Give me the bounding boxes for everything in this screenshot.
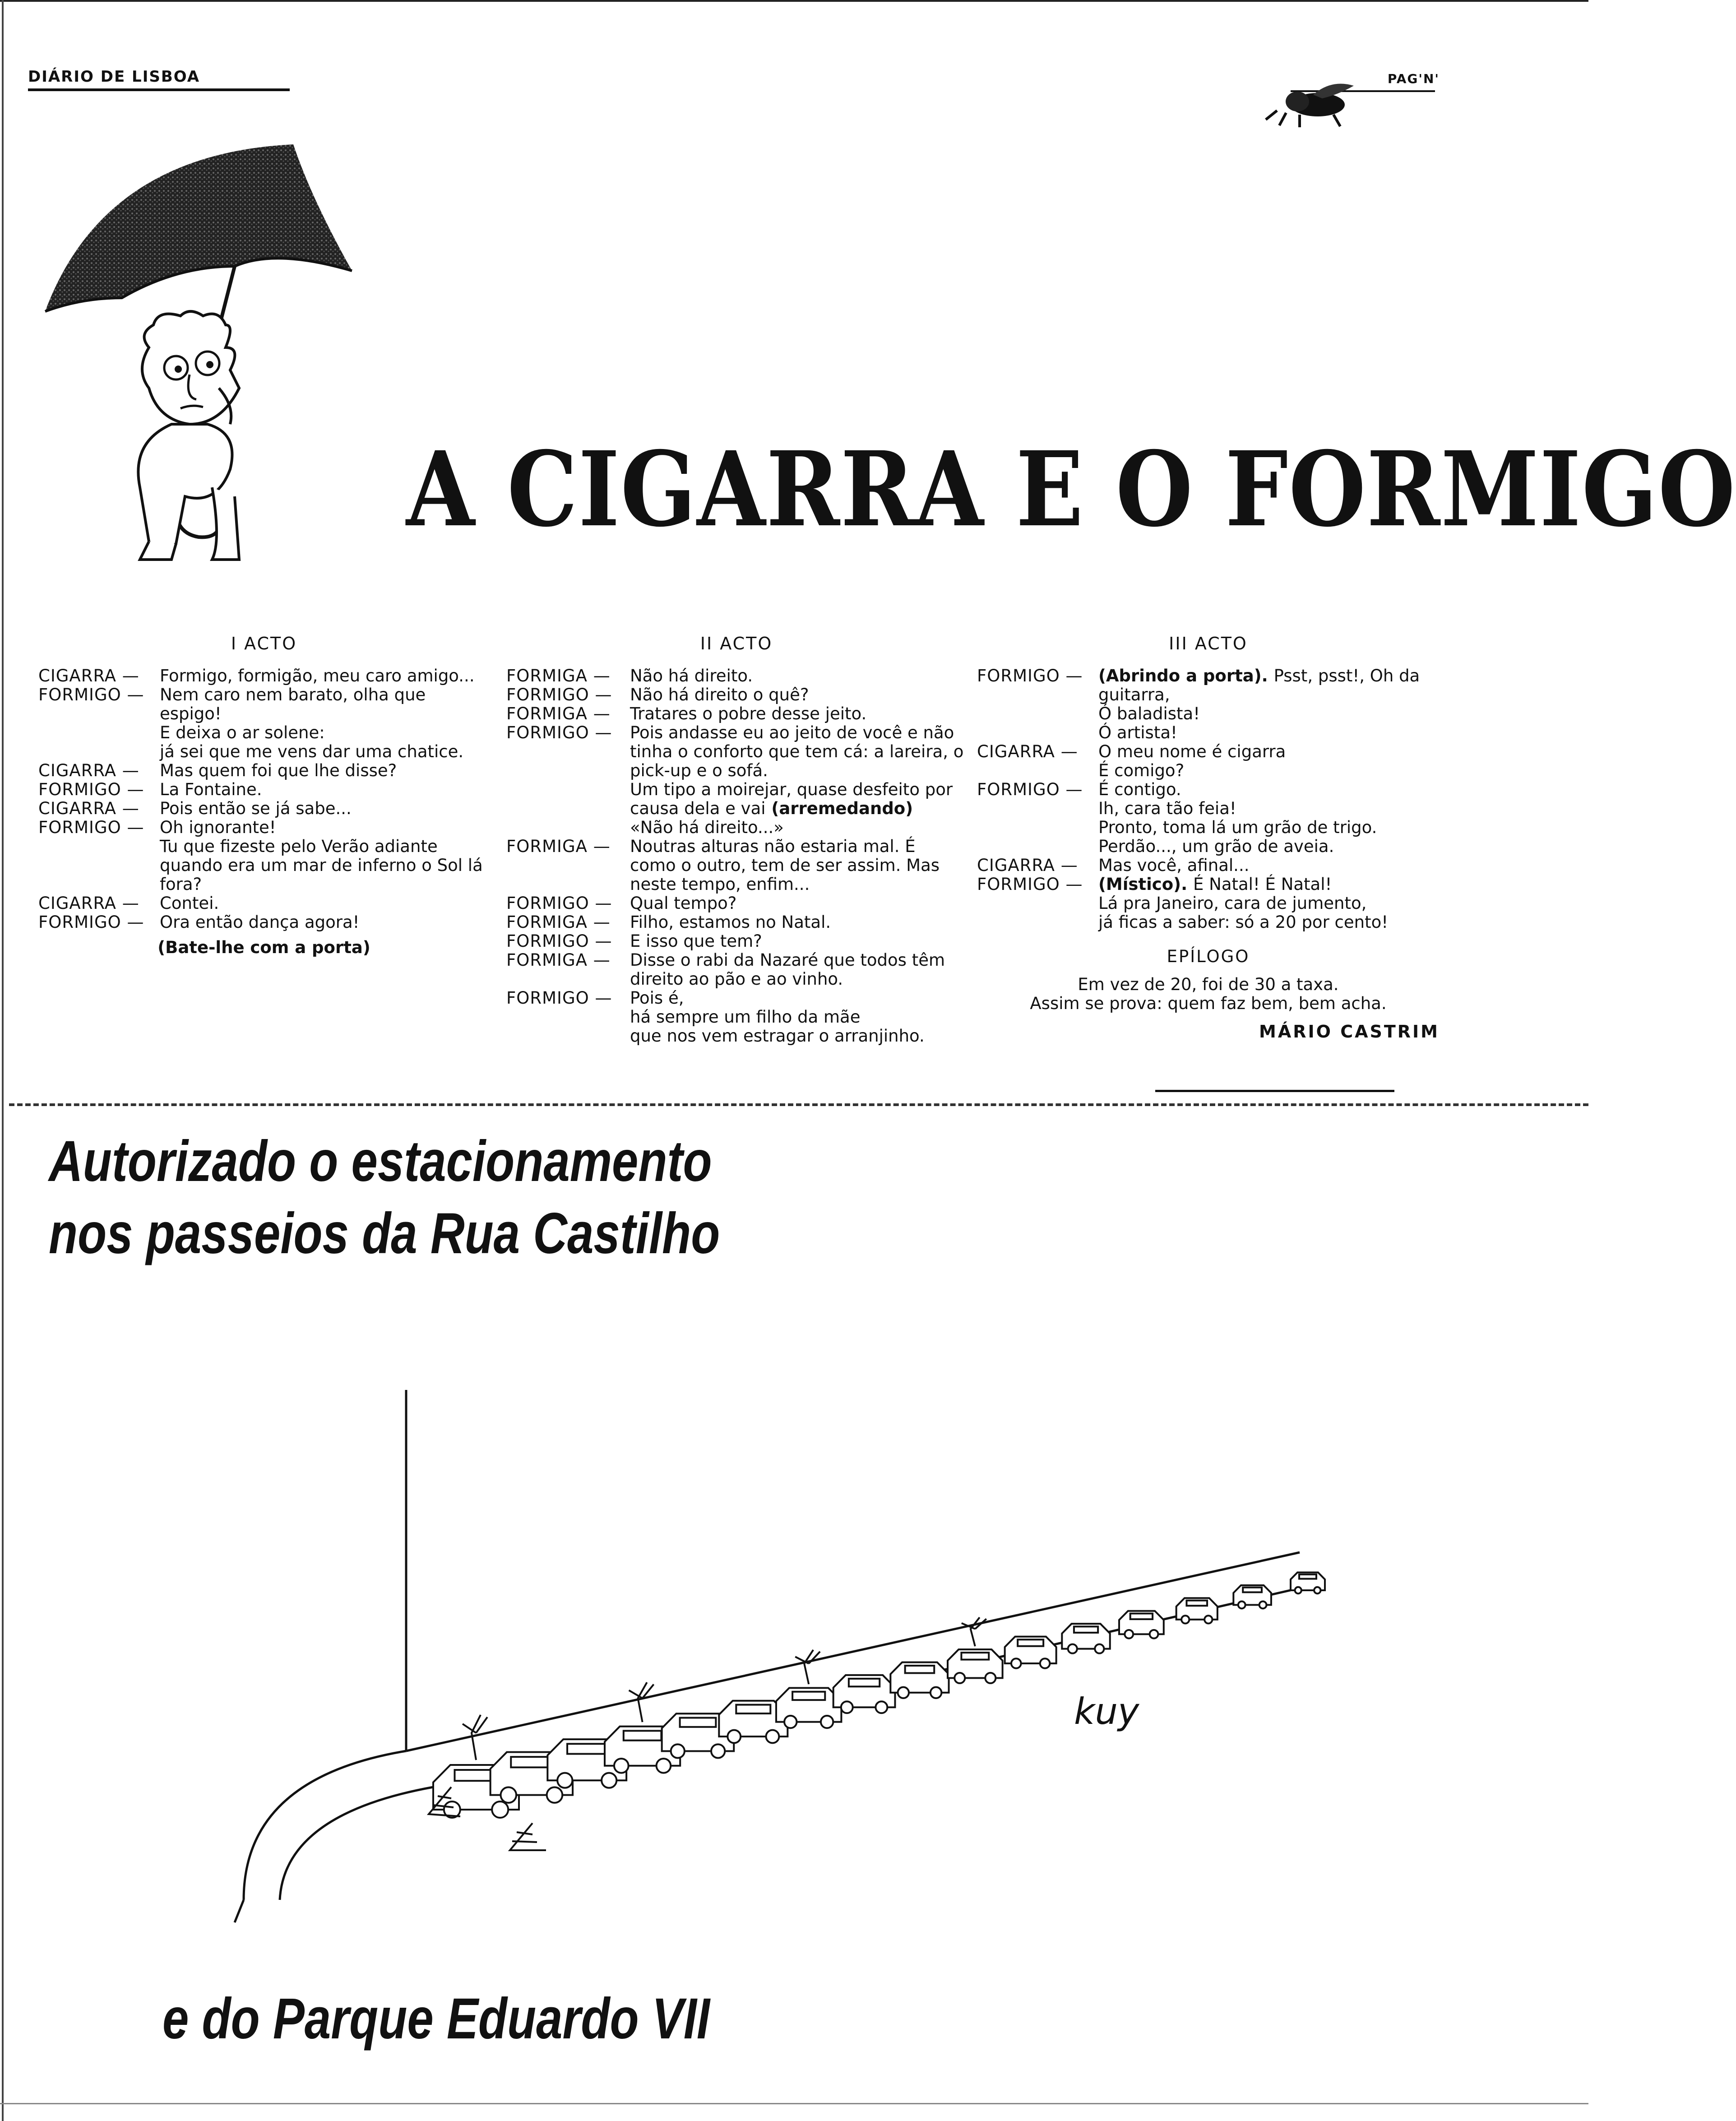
- act-3-heading: III ACTO: [1169, 634, 1248, 653]
- dialogue-line: [506, 989, 967, 1008]
- dialogue-text: que nos vem estragar o arranjinho.: [630, 1026, 925, 1046]
- dialogue-speaker: [506, 1008, 628, 1027]
- dialogue-line: [506, 932, 967, 951]
- dialogue-speaker: [506, 780, 628, 818]
- dialogue-text: Qual tempo?: [630, 894, 737, 913]
- parked-car: [1119, 1611, 1164, 1639]
- act-3-mystic-direction: (Místico).: [1098, 875, 1194, 894]
- dialogue-line: [506, 818, 967, 837]
- parked-car: [833, 1675, 895, 1713]
- parked-car: [890, 1662, 949, 1698]
- dialogue-speaker: FORMIGO —: [506, 894, 612, 913]
- dialogue-speaker: [38, 723, 158, 742]
- dialogue-text: Não há direito.: [630, 666, 753, 685]
- dialogue-speaker: [977, 913, 1097, 932]
- dialogue-text: «Não há direito...»: [630, 818, 784, 837]
- dialogue-speaker: CIGARRA —: [977, 856, 1078, 875]
- dialogue-speaker: [977, 837, 1097, 856]
- dialogue-speaker: [506, 1027, 628, 1046]
- dialogue-speaker: CIGARRA —: [38, 666, 139, 685]
- dialogue-speaker: CIGARRA —: [977, 742, 1078, 761]
- dialogue-speaker: FORMIGO —: [38, 780, 144, 799]
- dialogue-line: [977, 799, 1440, 818]
- dialogue-line: [38, 818, 490, 837]
- dialogue-line: [506, 685, 967, 704]
- author-rule: [1155, 1090, 1394, 1092]
- dialogue-text: Ih, cara tão feia!: [1098, 799, 1236, 818]
- act-1-column: [38, 634, 490, 957]
- dialogue-line: [506, 704, 967, 723]
- dialogue-text: Pois é,: [630, 988, 684, 1008]
- pedestrian-figure: [962, 1617, 986, 1646]
- dialogue-text: Perdão..., um grão de aveia.: [1098, 837, 1334, 856]
- dialogue-text: Ó baladista!: [1098, 704, 1200, 723]
- dialogue-line: [506, 951, 967, 989]
- dialogue-text: Não há direito o quê?: [630, 685, 809, 704]
- dialogue-line: [977, 780, 1440, 799]
- parked-car: [1062, 1624, 1110, 1653]
- dialogue-line: [977, 704, 1440, 723]
- dialogue-text: Mas quem foi que lhe disse?: [160, 761, 397, 780]
- dialogue-line: [506, 723, 967, 780]
- dialogue-speaker: FORMIGO —: [977, 780, 1083, 799]
- act-2-mimic-direction: (arremedando): [765, 799, 913, 818]
- dialogue-speaker: FORMIGA —: [506, 950, 611, 970]
- dialogue-text: Pronto, toma lá um grão de trigo.: [1098, 818, 1377, 837]
- dialogue-text: Lá pra Janeiro, cara de jumento,: [1098, 894, 1367, 913]
- epilogue-heading: EPÍLOGO: [1167, 947, 1250, 966]
- dialogue-line: [977, 667, 1440, 704]
- dialogue-speaker: FORMIGO —: [38, 818, 144, 837]
- dialogue-text: já sei que me vens dar uma chatice.: [160, 742, 464, 761]
- act-3-dialogue: [977, 667, 1440, 932]
- dialogue-speaker: [38, 837, 158, 894]
- dialogue-speaker: [977, 818, 1097, 837]
- dialogue-speaker: CIGARRA —: [38, 799, 139, 818]
- article-headline-line-2: nos passeios da Rua Castilho: [49, 1201, 720, 1266]
- page-border-top: [0, 0, 1588, 2]
- dialogue-speaker: FORMIGO —: [506, 988, 612, 1008]
- act-1-stage-direction: (Bate-lhe com a porta): [157, 938, 370, 957]
- poem-title: A CIGARRA E O FORMIGO: [406, 429, 1736, 550]
- dialogue-line: [506, 780, 967, 818]
- dialogue-line: [977, 894, 1440, 913]
- dialogue-line: [38, 837, 490, 894]
- parked-car: [1233, 1585, 1271, 1608]
- dialogue-speaker: FORMIGO —: [506, 723, 612, 742]
- dialogue-text: (Místico). É Natal! É Natal!: [1098, 875, 1332, 894]
- dialogue-speaker: [977, 761, 1097, 780]
- dialogue-text: Ora então dança agora!: [160, 912, 360, 932]
- dialogue-text: Filho, estamos no Natal.: [630, 912, 831, 932]
- act-2-heading: II ACTO: [700, 634, 773, 653]
- dialogue-text: Formigo, formigão, meu caro amigo...: [160, 666, 475, 685]
- pedestrian-figure: [795, 1650, 820, 1684]
- umbrella-boy-illustration: [41, 135, 356, 596]
- parked-car: [1005, 1637, 1056, 1668]
- epilogue: [977, 947, 1440, 1041]
- dialogue-speaker: [977, 704, 1097, 723]
- dialogue-text: Tu que fizeste pelo Verão adiante quando era um mar de inferno o Sol lá fora?: [160, 837, 483, 894]
- dialogue-text: Contei.: [160, 894, 219, 913]
- dialogue-line: [38, 761, 490, 780]
- dialogue-text: La Fontaine.: [160, 780, 262, 799]
- dialogue-text: E deixa o ar solene:: [160, 723, 325, 742]
- dialogue-line: [38, 894, 490, 913]
- artist-signature: kuy: [1074, 1690, 1139, 1732]
- dialogue-text: E isso que tem?: [630, 931, 762, 951]
- dialogue-text: Pois andasse eu ao jeito de você e não tinha o conforto que tem cá: a lareira, o pick-up e o sofá.: [630, 723, 964, 780]
- dialogue-line: [977, 761, 1440, 780]
- act-3-column: [977, 634, 1440, 1041]
- dialogue-line: [977, 723, 1440, 742]
- dialogue-text: (Abrindo a porta). Psst, psst!, Oh da guitarra,: [1098, 666, 1420, 704]
- dialogue-speaker: [977, 894, 1097, 913]
- dialogue-speaker: FORMIGA —: [506, 912, 611, 932]
- dialogue-speaker: FORMIGO —: [506, 685, 612, 704]
- dialogue-text: há sempre um filho da mãe: [630, 1007, 861, 1027]
- article-headline-line-3: e do Parque Eduardo VII: [162, 1987, 710, 2051]
- dialogue-line: [506, 837, 967, 894]
- pedestrian-figure: [629, 1682, 654, 1722]
- dialogue-line: [506, 1008, 967, 1027]
- dialogue-line: [977, 856, 1440, 875]
- dialogue-line: [977, 875, 1440, 894]
- dialogue-speaker: [977, 799, 1097, 818]
- dialogue-line: [977, 837, 1440, 856]
- dialogue-speaker: FORMIGO —: [38, 912, 144, 932]
- dialogue-text: Pois então se já sabe...: [160, 799, 352, 818]
- dialogue-line: [38, 799, 490, 818]
- dialogue-speaker: FORMIGO —: [977, 875, 1083, 894]
- article-headline-line-1: Autorizado o estacionamento: [49, 1129, 712, 1194]
- dialogue-text: Tratares o pobre desse jeito.: [630, 704, 867, 723]
- dialogue-text: É comigo?: [1098, 761, 1185, 780]
- page-border-left: [2, 0, 4, 2121]
- dialogue-text: Ó artista!: [1098, 723, 1177, 742]
- dialogue-line: [38, 667, 490, 685]
- dialogue-line: [38, 742, 490, 761]
- act-1-heading: I ACTO: [231, 634, 297, 653]
- dialogue-text: Noutras alturas não estaria mal. É como o outro, tem de ser assim. Mas neste tempo, enfim...: [630, 837, 940, 894]
- act-2-column: [506, 634, 967, 1046]
- page-label: PAG'N': [1387, 71, 1440, 86]
- dialogue-speaker: FORMIGA —: [506, 837, 611, 856]
- page-border-bottom: [0, 2103, 1588, 2104]
- masthead-rule: [28, 88, 290, 91]
- author-byline: MÁRIO CASTRIM: [1259, 1022, 1440, 1042]
- dialogue-speaker: [38, 742, 158, 761]
- dialogue-line: [38, 685, 490, 723]
- dialogue-speaker: FORMIGO —: [977, 666, 1083, 685]
- dialogue-speaker: FORMIGO —: [506, 931, 612, 951]
- dialogue-text: Um tipo a moirejar, quase desfeito por causa dela e vai (arremedando): [630, 780, 953, 818]
- dialogue-speaker: [977, 723, 1097, 742]
- dialogue-line: [977, 742, 1440, 761]
- dialogue-line: [506, 1027, 967, 1046]
- parked-car: [1291, 1572, 1325, 1593]
- dialogue-text: Oh ignorante!: [160, 818, 276, 837]
- parked-car: [776, 1688, 841, 1728]
- act-2-dialogue: [506, 667, 967, 1046]
- dialogue-line: [38, 723, 490, 742]
- dialogue-line: [38, 780, 490, 799]
- dialogue-text: Mas você, afinal...: [1098, 856, 1250, 875]
- dialogue-text: já ficas a saber: só a 20 por cento!: [1098, 912, 1389, 932]
- car-row: [433, 1572, 1325, 1818]
- dialogue-line: [506, 894, 967, 913]
- dialogue-text: Nem caro nem barato, olha que espigo!: [160, 685, 426, 723]
- dialogue-line: [977, 818, 1440, 837]
- parked-car: [948, 1649, 1003, 1683]
- dialogue-speaker: CIGARRA —: [38, 894, 139, 913]
- epilogue-line-2: Assim se prova: quem faz bem, bem acha.: [1030, 994, 1387, 1013]
- fly-icon: [1259, 77, 1367, 131]
- dialogue-text: É contigo.: [1098, 780, 1181, 799]
- dialogue-speaker: CIGARRA —: [38, 761, 139, 780]
- parked-car: [1176, 1598, 1218, 1623]
- act-1-dialogue: [38, 667, 490, 932]
- article-separator: [9, 1103, 1588, 1106]
- dialogue-line: [506, 913, 967, 932]
- dialogue-text: O meu nome é cigarra: [1098, 742, 1286, 761]
- act-3-door-direction: (Abrindo a porta).: [1098, 666, 1274, 685]
- dialogue-speaker: FORMIGO —: [38, 685, 144, 704]
- dialogue-speaker: FORMIGA —: [506, 666, 611, 685]
- newspaper-masthead: DIÁRIO DE LISBOA: [28, 68, 200, 86]
- parked-cars-cartoon: [217, 1381, 1345, 1945]
- dialogue-line: [38, 913, 490, 932]
- epilogue-line-1: Em vez de 20, foi de 30 a taxa.: [1078, 975, 1339, 994]
- dialogue-line: [506, 667, 967, 685]
- dialogue-line: [977, 913, 1440, 932]
- dialogue-speaker: FORMIGA —: [506, 704, 611, 723]
- dialogue-speaker: [506, 818, 628, 837]
- dialogue-text: Disse o rabi da Nazaré que todos têm direito ao pão e ao vinho.: [630, 950, 945, 989]
